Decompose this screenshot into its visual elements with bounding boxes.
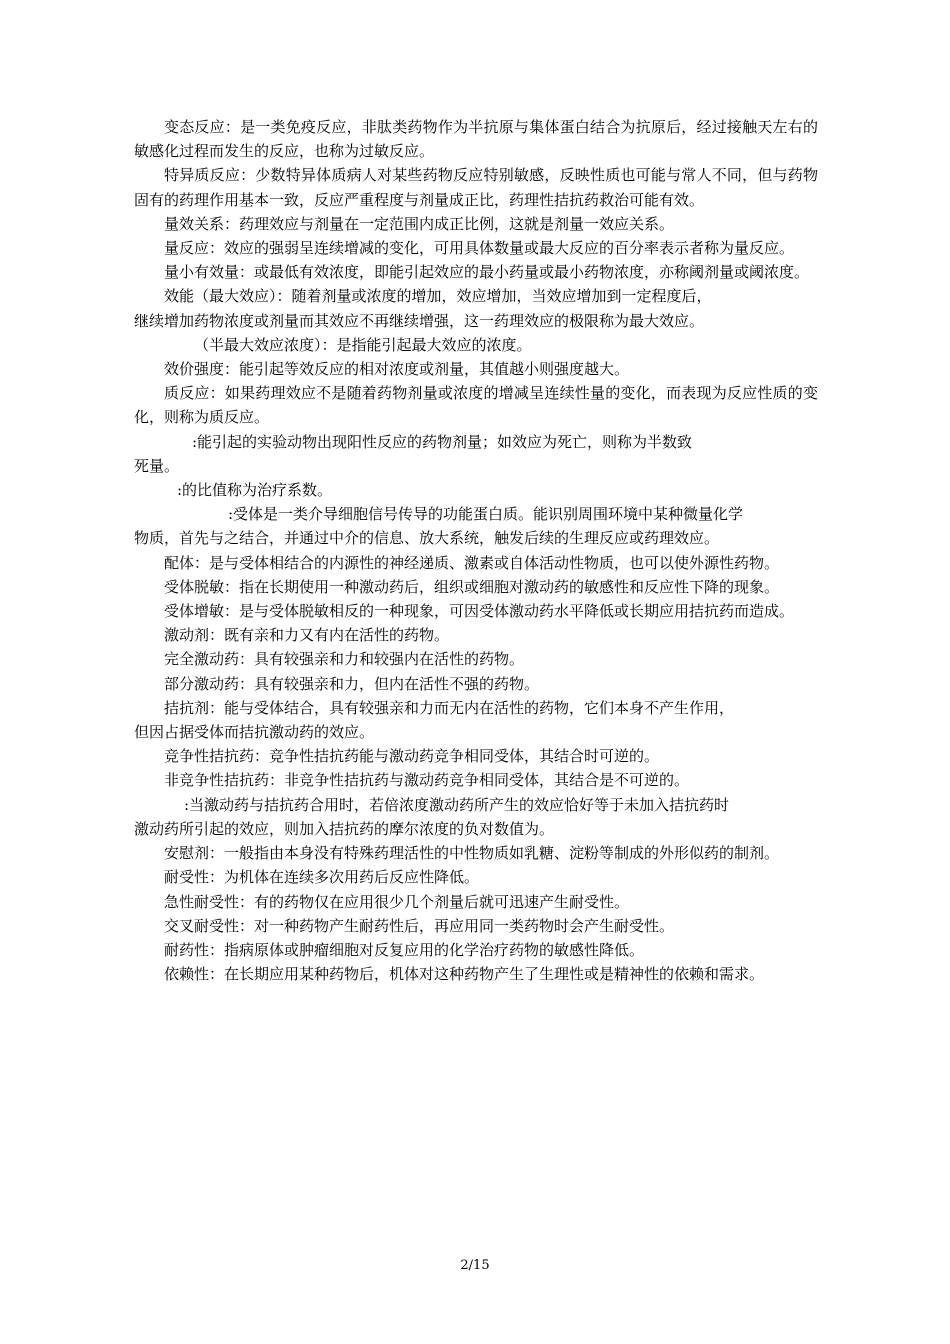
paragraph: 配体：是与受体相结合的内源性的神经递质、激素或自体活动性物质，也可以使外源性药物。: [164, 553, 780, 572]
paragraph: 变态反应：是一类免疫反应，非肽类药物作为半抗原与集体蛋白结合为抗原后，经过接触天左右的敏感化过程而发生的反应，也称为过敏反应。: [134, 118, 818, 161]
paragraph: 质反应：如果药理效应不是随着药物剂量或浓度的增减呈连续性量的变化，而表现为反应性质的变化，则称为质反应。: [134, 384, 818, 427]
text-line: 但因占据受体而拮抗激动药的效应。: [134, 723, 375, 742]
paragraph: 特异质反应：少数特异体质病人对某些药物反应特别敏感，反映性质也可能与常人不同，但与药物固有的药理作用基本一致，反应严重程度与剂量成正比，药理性拮抗药救治可能有效。: [134, 166, 818, 209]
page-number: 2/15: [460, 1258, 490, 1273]
text-line: （半最大效应浓度）：是指能引起最大效应的浓度。: [194, 335, 532, 354]
paragraph-block: [134, 430, 818, 551]
paragraph: 非竞争性拮抗药：非竞争性拮抗药与激动药竞争相同受体，其结合是不可逆的。: [164, 771, 690, 790]
paragraph: 激动剂：既有亲和力又有内在活性的药物。: [164, 626, 450, 645]
text-line: 拮抗剂：能与受体结合，具有较强亲和力而无内在活性的药物，它们本身不产生作用，: [164, 698, 735, 717]
paragraph: 交叉耐受性：对一种药物产生耐药性后，再应用同一类药物时会产生耐受性。: [164, 916, 675, 935]
paragraph: 受体增敏：是与受体脱敏相反的一种现象，可因受体激动药水平降低或长期应用拮抗药而造成。: [164, 602, 795, 621]
paragraph: 急性耐受性：有的药物仅在应用很少几个剂量后就可迅速产生耐受性。: [164, 892, 630, 911]
paragraph-block: [134, 696, 818, 744]
paragraph: 量反应：效应的强弱呈连续增减的变化，可用具体数量或最大反应的百分率表示者称为量反应。: [164, 239, 795, 258]
paragraph: 耐药性：指病原体或肿瘤细胞对反复应用的化学治疗药物的敏感性降低。: [164, 940, 645, 959]
paragraph: 量效关系：药理效应与剂量在一定范围内成正比例，这就是剂量一效应关系。: [164, 214, 675, 233]
text-line: :受体是一类介导细胞信号传导的功能蛋白质。能识别周围环境中某种微量化学: [228, 505, 744, 524]
text-line: 效能（最大效应）：随着剂量或浓度的增加，效应增加，当效应增加到一定程度后，: [164, 287, 712, 306]
paragraph: 效价强度：能引起等效反应的相对浓度或剂量，其值越小则强度越大。: [164, 360, 630, 379]
text-line: 物质，首先与之结合，并通过中介的信息、放大系统，触发后续的生理反应或药理效应。: [134, 529, 720, 548]
paragraph: 依赖性：在长期应用某种药物后，机体对这种药物产生了生理性或是精神性的依赖和需求。: [164, 965, 765, 984]
paragraph: 竞争性拮抗药：竞争性拮抗药能与激动药竞争相同受体，其结合时可逆的。: [164, 747, 660, 766]
paragraph: 安慰剂：一般指由本身没有特殊药理活性的中性物质如乳糖、淀粉等制成的外形似药的制剂。: [164, 844, 780, 863]
paragraph: 量小有效量：或最低有效浓度，即能引起效应的最小药量或最小药物浓度，亦称阈剂量或阈浓度。: [164, 263, 810, 282]
paragraph: 受体脱敏：指在长期使用一种激动药后，组织或细胞对激动药的敏感性和反应性下降的现象。: [164, 577, 780, 596]
paragraph: 部分激动药：具有较强亲和力，但内在活性不强的药物。: [164, 674, 540, 693]
document-body: [134, 115, 818, 986]
text-line: 继续增加药物浓度或剂量而其效应不再继续增强，这一药理效应的极限称为最大效应。: [134, 311, 705, 330]
text-line: :能引起的实验动物出现阳性反应的药物剂量；如效应为死亡，则称为半数致: [192, 432, 693, 451]
paragraph: 完全激动药：具有较强亲和力和较强内在活性的药物。: [164, 650, 525, 669]
paragraph-block: [134, 793, 818, 841]
text-line: 激动药所引起的效应，则加入拮抗药的摩尔浓度的负对数值为。: [134, 819, 555, 838]
paragraph: 耐受性：为机体在连续多次用药后反应性降低。: [164, 868, 480, 887]
paragraph-block: [134, 284, 818, 357]
text-line: 死量。: [134, 456, 180, 475]
text-line: :当激动药与拮抗药合用时，若倍浓度激动药所产生的效应恰好等于未加入拮抗药时: [184, 795, 730, 814]
text-line: :的比值称为治疗系数。: [177, 481, 333, 500]
